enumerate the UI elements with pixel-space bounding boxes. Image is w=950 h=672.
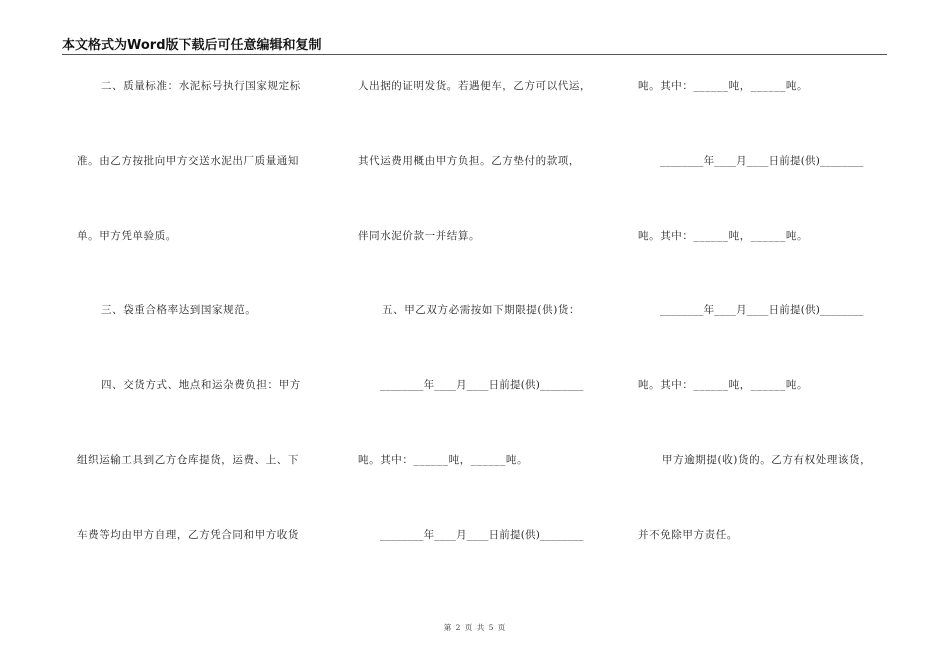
date-fill-line: ________年____月____日前提(供)________	[380, 379, 584, 391]
paragraph-line: 四、交货方式、地点和运杂费负担：甲方	[101, 379, 301, 391]
paragraph-line: 人出据的证明发货。若遇便车，乙方可以代运，	[358, 80, 592, 92]
document-title: 本文格式为Word版下载后可任意编辑和复制	[62, 38, 322, 53]
quantity-fill-line: 吨。其中：______吨，______吨。	[638, 230, 809, 242]
date-fill-line: ________年____月____日前提(供)________	[660, 155, 864, 167]
quantity-fill-line: 吨。其中：______吨，______吨。	[638, 80, 809, 92]
paragraph-line: 单。甲方凭单验质。	[77, 230, 177, 242]
date-fill-line: ________年____月____日前提(供)________	[660, 304, 864, 316]
page-number: 第 2 页 共 5 页	[443, 623, 507, 632]
date-fill-line: ________年____月____日前提(供)________	[380, 529, 584, 541]
paragraph-line: 甲方逾期提(收)货的。乙方有权处理该货，	[662, 454, 872, 466]
paragraph-line: 二、质量标准：水泥标号执行国家规定标	[101, 80, 301, 92]
paragraph-line: 并不免除甲方责任。	[638, 529, 738, 541]
paragraph-line: 伴同水泥价款一并结算。	[358, 230, 481, 242]
paragraph-line: 其代运费用概由甲方负担。乙方垫付的款项，	[358, 155, 580, 167]
quantity-fill-line: 吨。其中：______吨，______吨。	[358, 454, 529, 466]
paragraph-line: 三、袋重合格率达到国家规范。	[101, 304, 257, 316]
paragraph-line: 组织运输工具到乙方仓库提货，运费、上、下	[77, 454, 299, 466]
quantity-fill-line: 吨。其中：______吨，______吨。	[638, 379, 809, 391]
paragraph-line: 准。由乙方按批向甲方交送水泥出厂质量通知	[77, 155, 299, 167]
page-header	[62, 36, 887, 55]
paragraph-line: 车费等均由甲方自理，乙方凭合同和甲方收货	[77, 529, 299, 541]
paragraph-line: 五、甲乙双方必需按如下期限提(供)货：	[382, 304, 581, 316]
